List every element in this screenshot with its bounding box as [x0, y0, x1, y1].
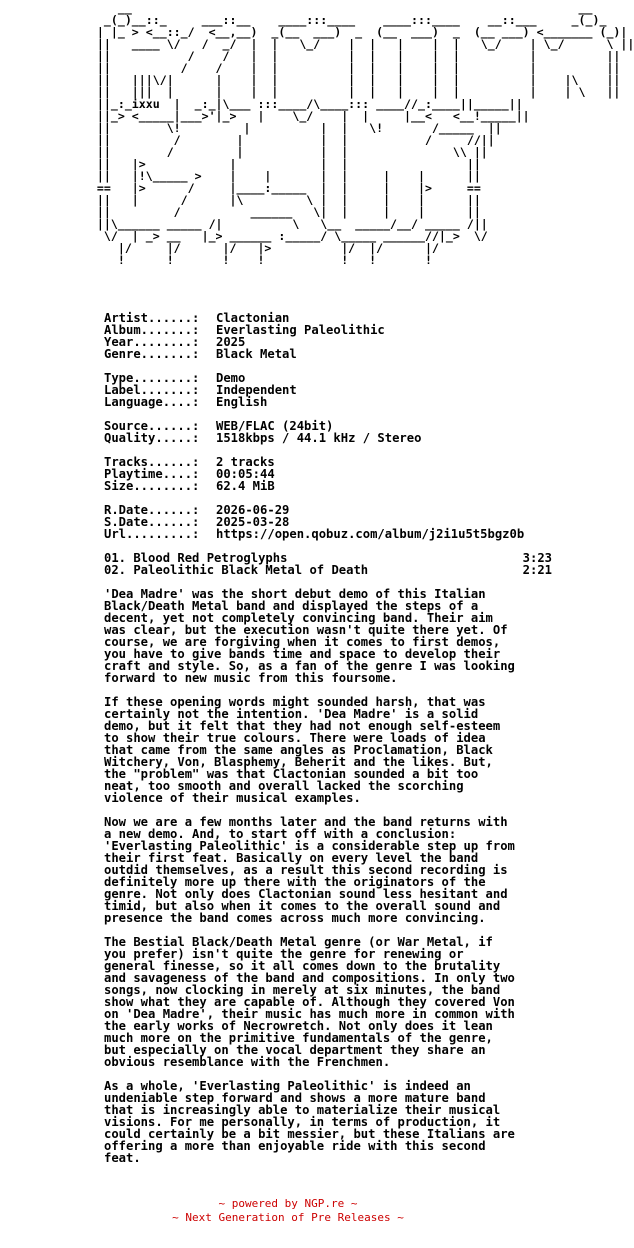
info-row-size: Size........: 62.4 MiB — [104, 479, 275, 493]
track-time: 2:21 — [522, 563, 552, 577]
info-group-dates — [104, 504, 556, 540]
info-group-release — [104, 312, 556, 360]
footer-powered-by: ~ powered by NGP.re ~ — [218, 1197, 358, 1210]
info-row-artist: Artist......: Clactonian — [104, 311, 290, 325]
review-paragraph-4: The Bestial Black/Death Metal genre (or War Metal, if you prefer) isn't quite the genre for renewing or general finesse, so it all comes down to the brutality and savageness of the band and compositions. In only two songs, now clocking in merely at six minutes, the band show what they are capable of. Although they covered Von on 'Dea Madre', their music has much more in common with the early works of Necrowretch. Not only does it lean much more on the primitive fundamentals of the genre, but especially on the vocal department they share an obvious resemblance with the Frenchmen. — [104, 935, 515, 1069]
review-paragraph-2: If these opening words might sounded harsh, that was certainly not the intention. 'Dea Madre' is a solid demo, but it felt that they had not enough self-esteem to show their true colours. There were loads of idea that came from the same angles as Proclamation, Black Witchery, Von, Blasphemy, Beherit and the likes. But, the "problem" was that Clactonian sounded a bit too neat, too smooth and overall lacked the scorching violence of their musical examples. — [104, 695, 501, 805]
info-group-type — [104, 372, 556, 408]
review-paragraph-3: Now we are a few months later and the band returns with a new demo. And, to start off with a conclusion: 'Everlasting Paleolithic' is a considerable step up from their first feat. Basically on every level the band outdid themselves, as a result this second recording is definitely more up there with the originators of the genre. Not only does Clactonian sound less hesitant and timid, but also when it comes to the overall sound and presence the band comes across much more convincing. — [104, 815, 515, 925]
info-row-quality: Quality.....: 1518kbps / 44.1 kHz / Stereo — [104, 431, 422, 445]
info-group-tracks — [104, 456, 556, 492]
footer-tagline: ~ Next Generation of Pre Releases ~ — [172, 1211, 404, 1224]
info-row-language: Language....: English — [104, 395, 268, 409]
info-row-type: Type........: Demo — [104, 371, 246, 385]
info-row-album: Album.......: Everlasting Paleolithic — [104, 323, 385, 337]
info-row-sdate: S.Date......: 2025-03-28 — [104, 515, 290, 529]
tracklist — [104, 552, 552, 576]
info-group-source — [104, 420, 556, 444]
info-row-url: Url.........: https://open.qobuz.com/album/j2i1u5t5bgz0b — [104, 527, 525, 541]
review-paragraph-1: 'Dea Madre' was the short debut demo of this Italian Black/Death Metal band and displayed the steps of a decent, yet not completely convincing band. Their aim was clear, but the execution wasn't quite there yet. Of course, we are forgiving when it comes to first demos, you have to give bands time and space to develop their craft and style. So, as a fan of the genre I was looking forward to new music from this foursome. — [104, 587, 515, 685]
info-row-playtime: Playtime....: 00:05:44 — [104, 467, 275, 481]
track-title: 02. Paleolithic Black Metal of Death — [104, 563, 369, 577]
info-row-year: Year........: 2025 — [104, 335, 246, 349]
track-row — [104, 564, 552, 576]
ascii-logo: __ __ _(_)__::_ ___::__ ____:::____ ____:::____ __::___ _(_)_ | |_ > <__::_/ <__,__) _(__ ___) _ (__ ___) _ (__ ___) <_______ (_)| || ____ \/ / _/ | | \_/ | | | | | \_/ | \_/ \ || || / / | | | | | | | | || || / / | | | | | | | | || || |||\/| | | | | | | | | | |\ || || ||| | | | | | | | | | | | \ || ||_:_ixxu | _:_|\___ :::____/\____::: ____//_:____||_____|| ||_> <_____|___>'|_> | \_/ | | |__< <__!_____|| || \! | | | \! /_____ || || / | | | / //|| || / | | | \\ || || |> | | | || || |!\_____ > | | | | | | || == |> / |____:_____ | | | |> == || | / |\ \ | | | | || || / ______ \| | | | || ||\______ _____ /| \ \__ _____/__/ _____ /|| \/ | _> __ |_> ______ :_____/ \_____ ______//|_> \/ |/ |/ |/ |> |/ |/ |/ ! ! ! ! ! ! ! — [96, 1, 634, 267]
info-row-tracks: Tracks......: 2 tracks — [104, 455, 275, 469]
info-row-rdate: R.Date......: 2026-06-29 — [104, 503, 290, 517]
review-paragraph-5: As a whole, 'Everlasting Paleolithic' is indeed an undeniable step forward and shows a more mature band that is increasingly able to materialize their musical visions. For me personally, in terms of production, it could certainly be a bit messier, but these Italians are offering a more than enjoyable ride with this second feat. — [104, 1079, 515, 1165]
info-row-source: Source......: WEB/FLAC (24bit) — [104, 419, 334, 433]
info-row-genre: Genre.......: Black Metal — [104, 347, 297, 361]
track-title: 01. Blood Red Petroglyphs — [104, 551, 288, 565]
track-time: 3:23 — [522, 551, 552, 565]
info-row-label: Label.......: Independent — [104, 383, 297, 397]
